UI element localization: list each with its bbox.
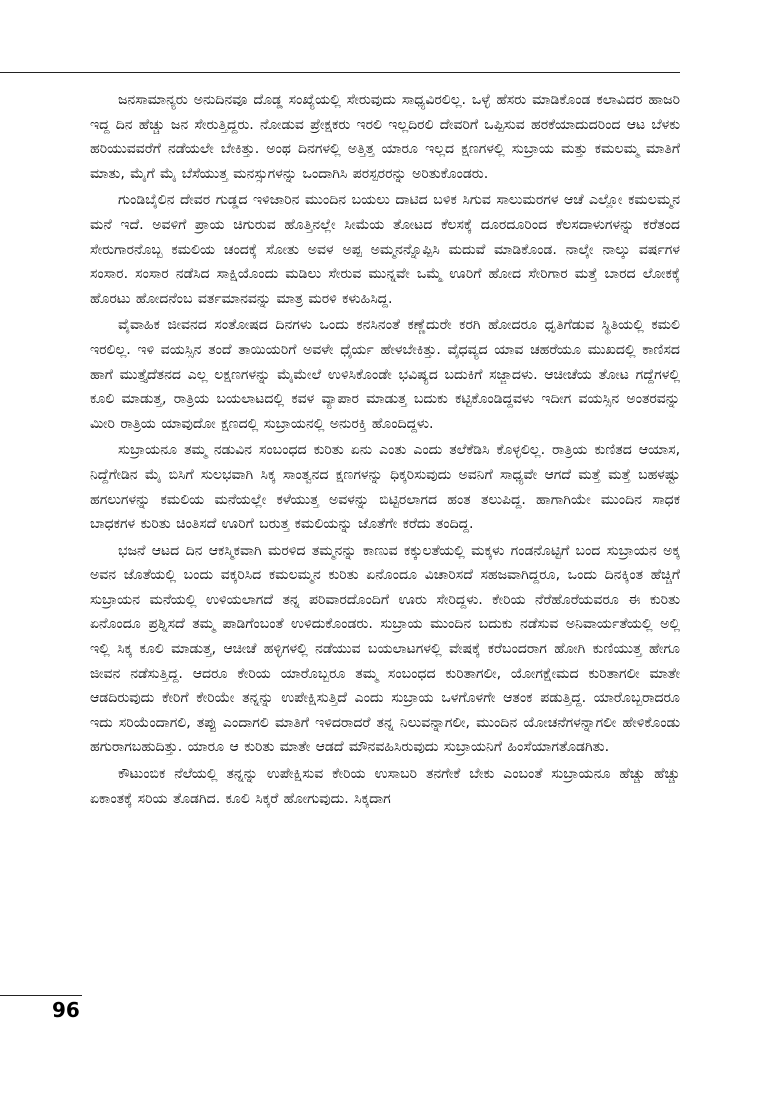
paragraph-5: ಭಜನೆ ಆಟದ ದಿನ ಆಕಸ್ಮಿಕವಾಗಿ ಮರಳಿದ ತಮ್ಮನನ್ನು ಕಾಣುವ ಕಕ್ಕುಲತೆಯಲ್ಲಿ ಮಕ್ಕಳು ಗಂಡನೊಟ್ಟಿಗೆ ಬಂದ ಸುಬ್ರಾಯನ ಅಕ್ಕ ಅವನ ಜೊತೆಯಲ್ಲಿ ಬಂದು ವಕ್ಕರಿಸಿದ ಕಮಲಮ್ಮನ ಕುರಿತು ಏನೊಂದೂ ವಿಚಾರಿಸದೆ ಸಹಜವಾಗಿದ್ದರೂ, ಒಂದು ದಿನಕ್ಕಿಂತ ಹೆಚ್ಚಿಗೆ ಸುಬ್ರಾಯನ ಮನೆಯಲ್ಲಿ ಉಳಿಯಲಾಗದೆ ತನ್ನ ಪರಿವಾರದೊಂದಿಗೆ ಊರು ಸೇರಿದ್ದಳು. ಕೇರಿಯ ನೆರೆಹೊರೆಯವರೂ ಈ ಕುರಿತು ಏನೊಂದೂ ಪ್ರಶ್ನಿಸದೆ ತಮ್ಮ ಪಾಡಿಗೆಂಬಂತೆ ಉಳಿದುಕೊಂಡರು. ಸುಬ್ರಾಯ ಮುಂದಿನ ಬದುಕು ನಡೆಸುವ ಅನಿವಾರ್ಯತೆಯಲ್ಲಿ ಅಲ್ಲಿ ಇಲ್ಲಿ ಸಿಕ್ಕ ಕೂಲಿ ಮಾಡುತ್ತ, ಆಚೀಚೆ ಹಳ್ಳಿಗಳಲ್ಲಿ ನಡೆಯುವ ಬಯಲಾಟಗಳಲ್ಲಿ ವೇಷಕ್ಕೆ ಕರೆಬಂದರಾಗ ಹೋಗಿ ಕುಣಿಯುತ್ತ ಹೇಗೂ ಜೀವನ ನಡೆಸುತ್ತಿದ್ದ. ಆದರೂ ಕೇರಿಯ ಯಾರೊಬ್ಬರೂ ತಮ್ಮ ಸಂಬಂಧದ ಕುರಿತಾಗಲೀ, ಯೋಗಕ್ಷೇಮದ ಕುರಿತಾಗಲೀ ಮಾತೇ ಆಡದಿರುವುದು ಕೇರಿಗೆ ಕೇರಿಯೇ ತನ್ನನ್ನು ಉಪೇಕ್ಷಿಸುತ್ತಿದೆ ಎಂದು ಸುಬ್ರಾಯ ಒಳಗೊಳಗೇ ಆತಂಕ ಪಡುತ್ತಿದ್ದ. ಯಾರೊಬ್ಬರಾದರೂ ಇದು ಸರಿಯೆಂದಾಗಲಿ, ತಪ್ಪು ಎಂದಾಗಲಿ ಮಾತಿಗೆ ಇಳಿದರಾದರೆ ತನ್ನ ನಿಲುವನ್ನಾಗಲೀ, ಮುಂದಿನ ಯೋಚನೆಗಳನ್ನಾಗಲೀ ಹೇಳಿಕೊಂಡು ಹಗುರಾಗಬಹುದಿತ್ತು. ಯಾರೂ ಆ ಕುರಿತು ಮಾತೇ ಆಡದೆ ಮೌನವಹಿಸಿರುವುದು ಸುಬ್ರಾಯನಿಗೆ ಹಿಂಸೆಯಾಗತೊಡಗಿತು. <box>90 542 680 756</box>
paragraph-2: ಗುಂಡಿಬೈಲಿನ ದೇವರ ಗುಡ್ಡದ ಇಳಿಜಾರಿನ ಮುಂದಿನ ಬಯಲು ದಾಟಿದ ಬಳಿಕ ಸಿಗುವ ಸಾಲುಮರಗಳ ಆಚೆ ಎಲ್ಲೋ ಕಮಲಮ್ಮನ ಮನೆ ಇದೆ. ಅವಳಿಗೆ ಪ್ರಾಯ ಚಿಗುರುವ ಹೊತ್ತಿನಲ್ಲೇ ಸೀಮೆಯ ತೋಟದ ಕೆಲಸಕ್ಕೆ ದೂರದೂರಿಂದ ಕೆಲಸದಾಳುಗಳನ್ನು ಕರೆತಂದ ಸೇರುಗಾರನೊಬ್ಬ ಕಮಲಿಯ ಚಂದಕ್ಕೆ ಸೋತು ಅವಳ ಅಪ್ಪ ಅಮ್ಮನನ್ನೊಪ್ಪಿಸಿ ಮದುವೆ ಮಾಡಿಕೊಂಡ. ನಾಲ್ಕೇ ನಾಲ್ಕು ವರ್ಷಗಳ ಸಂಸಾರ. ಸಂಸಾರ ನಡೆಸಿದ ಸಾಕ್ಷಿಯೊಂದು ಮಡಿಲು ಸೇರುವ ಮುನ್ನವೇ ಒಮ್ಮೆ ಊರಿಗೆ ಹೋದ ಸೇರಿಗಾರ ಮತ್ತೆ ಬಾರದ ಲೋಕಕ್ಕೆ ಹೊರಟು ಹೋದನೆಂಬ ವರ್ತಮಾನವನ್ನು ಮಾತ್ರ ಮರಳಿ ಕಳುಹಿಸಿದ್ದ. <box>90 192 680 307</box>
paragraph-4: ಸುಬ್ರಾಯನೂ ತಮ್ಮ ನಡುವಿನ ಸಂಬಂಧದ ಕುರಿತು ಏನು ಎಂತು ಎಂದು ತಲೆಕೆಡಿಸಿ ಕೊಳ್ಳಲಿಲ್ಲ. ರಾತ್ರಿಯ ಕುಣಿತದ ಆಯಾಸ, ನಿದ್ದೆಗೇಡಿನ ಮೈ ಬಿಸಿಗೆ ಸುಲಭವಾಗಿ ಸಿಕ್ಕ ಸಾಂತ್ವನದ ಕ್ಷಣಗಳನ್ನು ಧಿಕ್ಕರಿಸುವುದು ಅವನಿಗೆ ಸಾಧ್ಯವೇ ಆಗದೆ ಮತ್ತೆ ಮತ್ತೆ ಬಹಳಷ್ಟು ಹಗಲುಗಳನ್ನು ಕಮಲಿಯ ಮನೆಯಲ್ಲೇ ಕಳೆಯುತ್ತ ಅವಳನ್ನು ಬಿಟ್ಟಿರಲಾಗದ ಹಂತ ತಲುಪಿದ್ದ. ಹಾಗಾಗಿಯೇ ಮುಂದಿನ ಸಾಧಕ ಬಾಧಕಗಳ ಕುರಿತು ಚಿಂತಿಸದೆ ಊರಿಗೆ ಬರುತ್ತ ಕಮಲಿಯನ್ನು ಜೊತೆಗೇ ಕರೆದು ತಂದಿದ್ದ. <box>90 442 680 533</box>
header-rule <box>0 72 680 73</box>
paragraph-6: ಕೌಟುಂಬಿಕ ನೆಲೆಯಲ್ಲಿ ತನ್ನನ್ನು ಉಪೇಕ್ಷಿಸುವ ಕೇರಿಯ ಉಸಾಬರಿ ತನಗೇಕೆ ಬೇಕು ಎಂಬಂತೆ ಸುಬ್ರಾಯನೂ ಹೆಚ್ಚು ಹೆಚ್ಚು ಏಕಾಂತಕ್ಕೆ ಸರಿಯ ತೊಡಗಿದ. ಕೂಲಿ ಸಿಕ್ಕರೆ ಹೋಗುವುದು. ಸಿಕ್ಕದಾಗ <box>90 766 680 807</box>
page-body <box>90 88 680 1008</box>
paragraph-3: ವೈವಾಹಿಕ ಜೀವನದ ಸಂತೋಷದ ದಿನಗಳು ಒಂದು ಕನಸಿನಂತೆ ಕಣ್ಣೆದುರೇ ಕರಗಿ ಹೋದರೂ ಧೃತಿಗೆಡುವ ಸ್ಥಿತಿಯಲ್ಲಿ ಕಮಲಿ ಇರಲಿಲ್ಲ. ಇಳಿ ವಯಸ್ಸಿನ ತಂದೆ ತಾಯಿಯರಿಗೆ ಅವಳೇ ಧೈರ್ಯ ಹೇಳಬೇಕಿತ್ತು. ವೈಧವ್ಯದ ಯಾವ ಚಹರೆಯೂ ಮುಖದಲ್ಲಿ ಕಾಣಿಸದ ಹಾಗೆ ಮುತ್ತೈದೆತನದ ಎಲ್ಲ ಲಕ್ಷಣಗಳನ್ನು ಮೈಮೇಲೆ ಉಳಿಸಿಕೊಂಡೇ ಭವಿಷ್ಯದ ಬದುಕಿಗೆ ಸಜ್ಜಾದಳು. ಆಚೀಚೆಯ ತೋಟ ಗದ್ದೆಗಳಲ್ಲಿ ಕೂಲಿ ಮಾಡುತ್ತ, ರಾತ್ರಿಯ ಬಯಲಾಟದಲ್ಲಿ ಕವಳ ವ್ಯಾಪಾರ ಮಾಡುತ್ತ ಬದುಕು ಕಟ್ಟಿಕೊಂಡಿದ್ದವಳು ಇದೀಗ ವಯಸ್ಸಿನ ಅಂತರವನ್ನು ಮೀರಿ ರಾತ್ರಿಯ ಯಾವುದೋ ಕ್ಷಣದಲ್ಲಿ ಸುಬ್ರಾಯನಲ್ಲಿ ಅನುರಕ್ತಿ ಹೊಂದಿದ್ದಳು. <box>90 317 680 432</box>
footer-rule <box>0 995 82 996</box>
page-number: 96 <box>52 998 80 1022</box>
paragraph-1: ಜನಸಾಮಾನ್ಯರು ಅನುದಿನವೂ ದೊಡ್ಡ ಸಂಖ್ಯೆಯಲ್ಲಿ ಸೇರುವುದು ಸಾಧ್ಯವಿರಲಿಲ್ಲ. ಒಳ್ಳೆ ಹೆಸರು ಮಾಡಿಕೊಂಡ ಕಲಾವಿದರ ಹಾಜರಿ ಇದ್ದ ದಿನ ಹೆಚ್ಚು ಜನ ಸೇರುತ್ತಿದ್ದರು. ನೋಡುವ ಪ್ರೇಕ್ಷಕರು ಇರಲಿ ಇಲ್ಲದಿರಲಿ ದೇವರಿಗೆ ಒಪ್ಪಿಸುವ ಹರಕೆಯಾದುದರಿಂದ ಆಟ ಬೆಳಕು ಹರಿಯುವವರೆಗೆ ನಡೆಯಲೇ ಬೇಕಿತ್ತು. ಅಂಥ ದಿನಗಳಲ್ಲಿ ಅತ್ತಿತ್ತ ಯಾರೂ ಇಲ್ಲದ ಕ್ಷಣಗಳಲ್ಲಿ ಸುಬ್ರಾಯ ಮತ್ತು ಕಮಲಮ್ಮ ಮಾತಿಗೆ ಮಾತು, ಮೈಗೆ ಮೈ ಬೆಸೆಯುತ್ತ ಮನಸ್ಸುಗಳನ್ನು ಒಂದಾಗಿಸಿ ಪರಸ್ಪರರನ್ನು ಅರಿತುಕೊಂಡರು. <box>90 92 680 182</box>
